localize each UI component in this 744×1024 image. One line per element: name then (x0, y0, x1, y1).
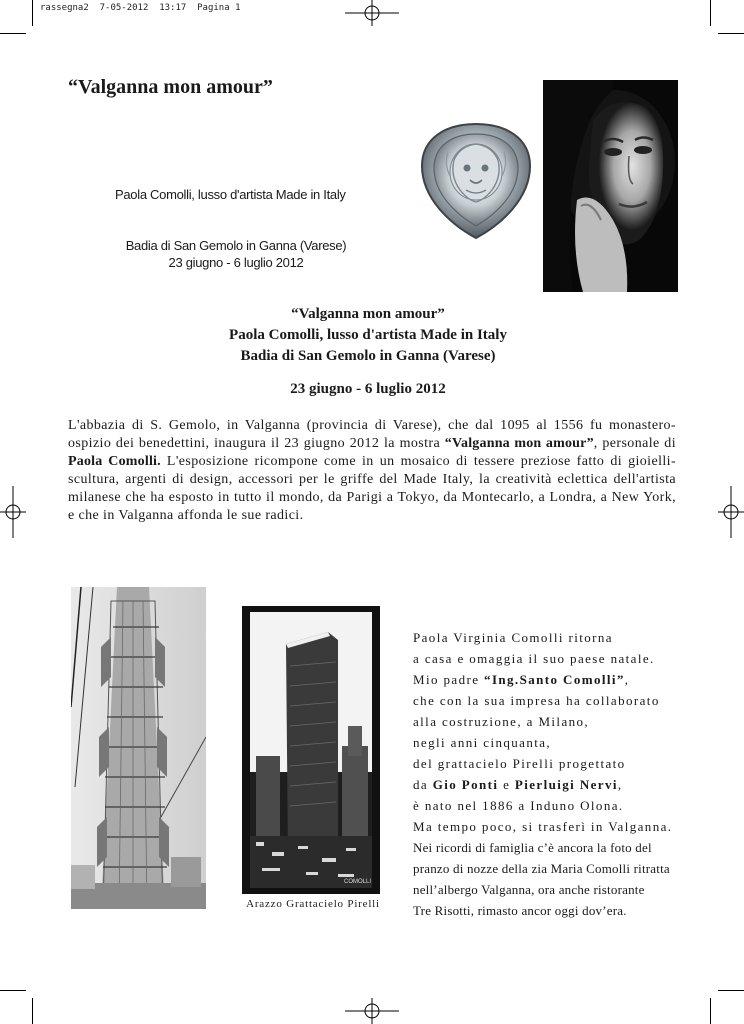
tapestry-caption: Arazzo Grattacielo Pirelli (246, 898, 380, 910)
story-text-segment: Mio padre (413, 672, 485, 687)
intro-text-3: L'esposizione ricompone come in un mosaico di tessere preziose fatto di gioielli-scultura, argenti di design, accessori per le griffe del Made Italy, la creatività eclettica dell'artista milanese che ha esposto in tutto il mondo, da Parigi a Tokyo, da Montecarlo, a Londra, a New York, e che in Valganna affonda le sue radici. (68, 454, 677, 523)
artist-name: Paola Comolli. (68, 454, 161, 469)
intro-text-1: L'abbazia di S. Gemolo, in Valganna (provincia di Varese), che dal 1095 al 1556 fu monastero-ospizio dei benedettini, inaugura il 23 giugno 2012 la mostra (68, 418, 676, 451)
story-line: Ma tempo poco, si trasferì in Valganna. (413, 819, 673, 834)
exhibit-name: “Valganna mon amour” (444, 436, 594, 451)
center-heading-subtitle: Paola Comolli, lusso d'artista Made in Italy (229, 327, 507, 343)
story-text (413, 627, 713, 921)
intro-paragraph (68, 417, 676, 525)
story-line (413, 774, 713, 795)
story-line: Nei ricordi di famiglia c’è ancora la foto del (413, 840, 652, 855)
story-line: del grattacielo Pirelli progettato (413, 756, 626, 771)
story-line: è nato nel 1886 a Induno Olona. (413, 798, 624, 813)
architect-name: Gio Ponti (432, 777, 499, 792)
subtitle: Paola Comolli, lusso d'artista Made in Italy (115, 187, 346, 202)
engineer-name: Pierluigi Nervi (514, 777, 618, 792)
story-text-segment: , (624, 672, 630, 687)
story-text-segment: , (617, 777, 623, 792)
story-text-segment: e (498, 777, 515, 792)
story-line: Tre Risotti, rimasto ancor oggi dov’era. (413, 903, 627, 918)
story-line (413, 669, 713, 690)
father-name: “Ing.Santo Comolli” (484, 672, 625, 687)
registration-mark-top (345, 0, 399, 26)
registration-mark-right (718, 486, 744, 538)
center-dates: 23 giugno - 6 luglio 2012 (290, 381, 446, 397)
venue-dates-block (113, 237, 359, 271)
story-line: a casa e omaggia il suo paese natale. (413, 651, 655, 666)
tapestry-signature: COMOLLI (344, 879, 372, 885)
portrait-photo (543, 80, 678, 292)
story-text-segment: da (413, 777, 433, 792)
page-title: “Valganna mon amour” (68, 76, 273, 98)
lion-brooch-icon (418, 120, 534, 242)
intro-text-2: , personale di (593, 436, 676, 451)
registration-mark-left (0, 486, 26, 538)
story-line: nell’albergo Valganna, ora anche ristorante (413, 882, 645, 897)
venue-text: Badia di San Gemolo in Ganna (Varese) (125, 238, 347, 253)
center-heading-venue: Badia di San Gemolo in Ganna (Varese) (240, 348, 496, 364)
story-line: che con la sua impresa ha collaborato (413, 693, 660, 708)
story-line: Paola Virginia Comolli ritorna (413, 630, 613, 645)
registration-mark-bottom (345, 998, 399, 1024)
story-line: negli anni cinquanta, (413, 735, 552, 750)
tapestry-photo (242, 606, 380, 894)
story-line: alla costruzione, a Milano, (413, 714, 590, 729)
center-heading-title: “Valganna mon amour” (291, 306, 445, 322)
story-line: pranzo di nozze della zia Maria Comolli ritratta (413, 861, 670, 876)
print-slug: rassegna2 7-05-2012 13:17 Pagina 1 (40, 3, 241, 13)
skyscraper-construction-photo (71, 587, 206, 909)
dates-text: 23 giugno - 6 luglio 2012 (168, 255, 304, 270)
center-heading (68, 304, 668, 367)
